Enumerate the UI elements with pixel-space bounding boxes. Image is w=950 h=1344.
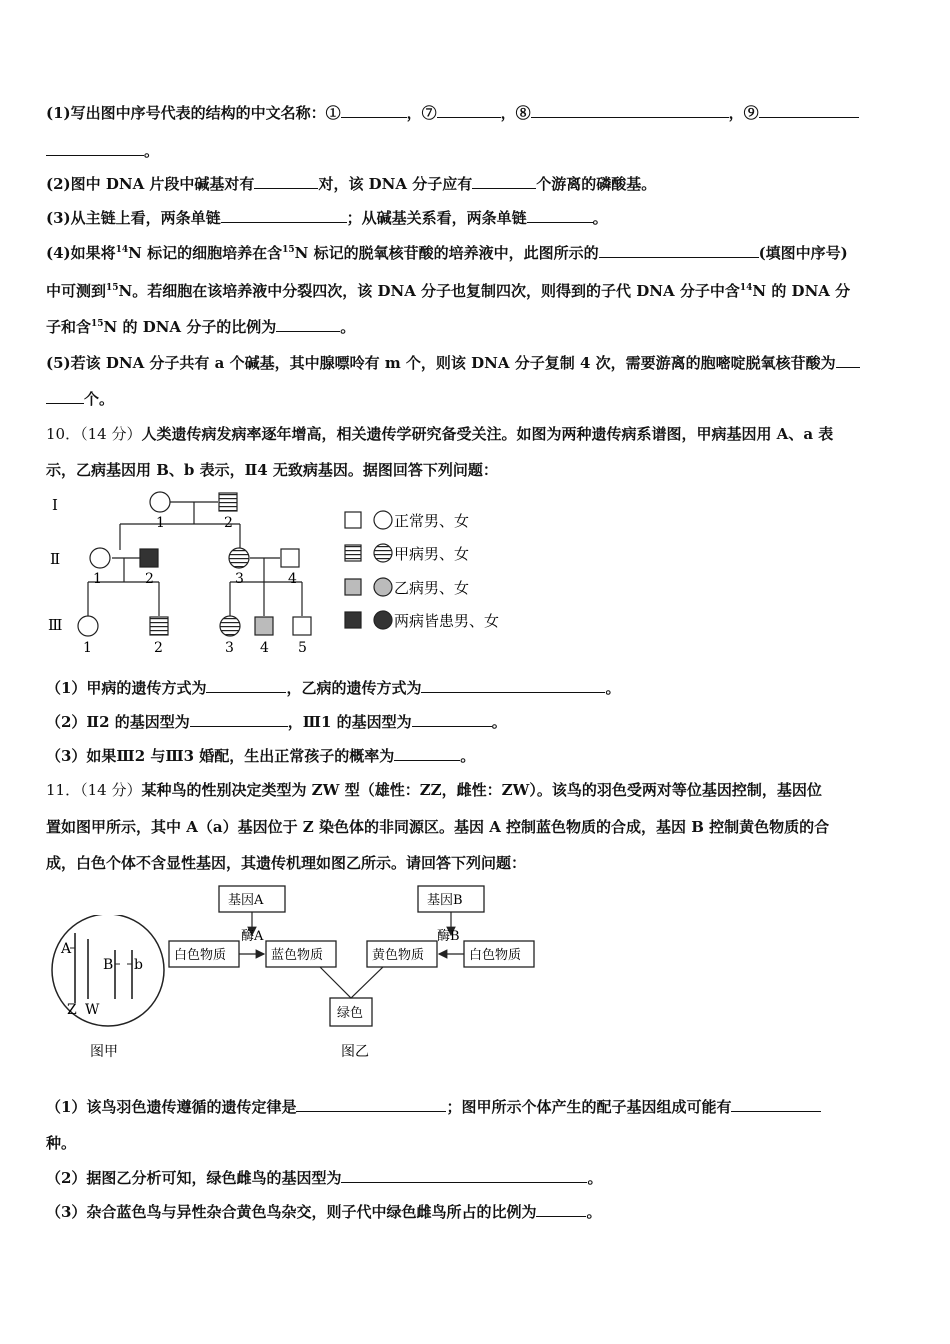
legend-yi: 乙病男、女 [394, 579, 470, 597]
answer-blank[interactable] [46, 141, 144, 156]
legend-both: 两病皆患男、女 [394, 612, 500, 630]
label-white-1: 白色物质 [174, 948, 227, 963]
superscript: 14 [115, 245, 129, 255]
num-II4: 4 [288, 571, 297, 587]
q9-p4-text-f: N。若细胞在该培养液中分裂四次，该 DNA 分子也复制四次，则得到的子代 DNA 分子中含 [118, 282, 740, 300]
q9-line-1 [46, 103, 859, 123]
q10-s1-a: （1）甲病的遗传方式为 [46, 679, 207, 697]
answer-blank[interactable] [341, 1168, 587, 1183]
superscript: 15 [91, 319, 104, 329]
q10-s1-c: 。 [605, 679, 621, 697]
q9-p4-text-e: 中可测到 [46, 282, 107, 300]
num-II2: 2 [145, 571, 154, 587]
label-W: W [85, 1002, 100, 1018]
num-III2: 2 [154, 640, 163, 656]
num-III1: 1 [83, 640, 92, 656]
num-III4: 4 [260, 640, 269, 656]
q10-stem-1: 人类遗传病发病率逐年增高，相关遗传学研究备受关注。如图为两种遗传病系谱图，甲病基因用 A、a 表 [141, 425, 834, 443]
answer-blank[interactable] [190, 712, 288, 727]
q9-p2-text-b: 对，该 DNA 分子应有 [318, 175, 473, 193]
q10-stem-line-2 [46, 460, 498, 480]
answer-blank[interactable] [394, 746, 460, 761]
pedigree-figure [40, 490, 530, 660]
q9-line-3 [46, 174, 656, 194]
q10-stem-2: 示，乙病基因用 B、b 表示，Ⅱ4 无致病基因。据图回答下列问题： [46, 461, 498, 479]
q9-p4-text-j: 。 [340, 318, 356, 336]
pedigree-II2 [140, 549, 158, 567]
q10-sub-3 [46, 746, 475, 766]
q9-p3-text-c: 。 [592, 209, 608, 227]
q11-stem-line-3 [46, 853, 526, 873]
v-to-green [320, 967, 383, 998]
answer-blank[interactable] [276, 317, 340, 332]
label-Z: Z [67, 1002, 77, 1018]
q10-s1-b: ，乙病的遗传方式为 [286, 679, 422, 697]
answer-blank[interactable] [421, 678, 605, 693]
superscript: 14 [739, 283, 753, 293]
q9-line-4 [46, 208, 608, 228]
answer-blank[interactable] [341, 103, 407, 118]
q11-s2-a: （2）据图乙分析可知，绿色雌鸟的基因型为 [46, 1169, 342, 1187]
answer-blank[interactable] [221, 208, 347, 223]
q9-p3-text-b: ；从碱基关系看，两条单链 [346, 209, 527, 227]
q11-sub-2 [46, 1168, 602, 1188]
pedigree-II4 [281, 549, 299, 567]
pedigree-I1 [150, 492, 170, 512]
caption-jia: 图甲 [90, 1044, 118, 1060]
q9-line-5 [46, 243, 848, 263]
q9-p1-end: 。 [144, 142, 160, 160]
q11-s1-c: 种。 [46, 1134, 77, 1152]
answer-blank[interactable] [437, 103, 501, 118]
q9-p4-text-d: (填图中序号) [758, 244, 848, 262]
q10-s2-b: ，Ⅲ1 的基因型为 [287, 713, 412, 731]
gen-label-III: Ⅲ [48, 616, 63, 634]
label-gene-A-box: 基因A [228, 893, 264, 908]
q11-stem-2: 置如图甲所示，其中 A（a）基因位于 Z 染色体的非同源区。基因 A 控制蓝色物质的合成，基因 B 控制黄色物质的合 [46, 818, 830, 836]
answer-blank[interactable] [599, 243, 759, 258]
label-yellow: 黄色物质 [372, 948, 425, 963]
figure-yi [165, 880, 545, 1065]
label-enzyme-A: 酶A [241, 929, 264, 944]
q9-p4-text-b: N 标记的细胞培养在含 [128, 244, 283, 262]
num-III3: 3 [225, 640, 234, 656]
label-enzyme-B: 酶B [437, 929, 460, 944]
q9-line-2 [46, 141, 159, 161]
gen-label-II: Ⅱ [50, 550, 61, 568]
num-II3: 3 [235, 571, 244, 587]
q11-stem-3: 成，白色个体不含显性基因，其遗传机理如图乙所示。请回答下列问题： [46, 854, 527, 872]
q9-line-9 [46, 389, 114, 409]
label-gene-A: A [61, 941, 72, 957]
q10-stem-line-1 [46, 424, 833, 444]
q9-p1-text-b: ，⑦ [406, 104, 437, 122]
q9-p2-text-a: (2)图中 DNA 片段中碱基对有 [46, 175, 255, 193]
answer-blank[interactable] [254, 174, 318, 189]
q10-s3-b: 。 [460, 747, 476, 765]
q11-stem-line-2 [46, 817, 829, 837]
answer-blank[interactable] [527, 208, 593, 223]
q9-p4-text-g: N 的 DNA 分 [752, 282, 851, 300]
q11-sub-1-cont [46, 1133, 76, 1153]
q10-sub-2 [46, 712, 507, 732]
pedigree-III1 [78, 616, 98, 636]
q9-p1-text-d: ，⑨ [728, 104, 759, 122]
q9-p5-text-a: (5)若该 DNA 分子共有 a 个碱基，其中腺嘌呤有 m 个，则该 DNA 分子复制 4 次，需要游离的胞嘧啶脱氧核苷酸为 [46, 354, 836, 372]
q11-sub-1 [46, 1097, 821, 1117]
q11-stem-1: 某种鸟的性别决定类型为 ZW 型（雄性：ZZ，雌性：ZW）。该鸟的羽色受两对等位基因控制，基因位 [141, 781, 822, 799]
q9-p1-text-a: (1)写出图中序号代表的结构的中文名称：① [46, 104, 341, 122]
num-I2: 2 [224, 515, 233, 531]
gen-label-I: Ⅰ [52, 496, 58, 514]
answer-blank[interactable] [731, 1097, 821, 1112]
q11-s3-b: 。 [586, 1203, 602, 1221]
caption-yi: 图乙 [341, 1044, 369, 1060]
question-number: 11．（14 分） [46, 781, 142, 799]
q9-line-7 [46, 317, 355, 337]
superscript: 15 [106, 283, 119, 293]
label-blue: 蓝色物质 [271, 948, 324, 963]
q9-p2-text-c: 个游离的磷酸基。 [536, 175, 657, 193]
answer-blank[interactable] [472, 174, 536, 189]
answer-blank[interactable] [836, 353, 860, 368]
q9-p4-text-h: 子和含 [46, 318, 92, 336]
legend-normal: 正常男、女 [394, 512, 470, 530]
q9-p4-text-i: N 的 DNA 分子的比例为 [103, 318, 277, 336]
answer-blank[interactable] [46, 389, 84, 404]
q9-p5-text-b: 个。 [84, 390, 115, 408]
q11-sub-3 [46, 1202, 601, 1222]
q11-s1-b: ；图甲所示个体产生的配子基因组成可能有 [446, 1098, 732, 1116]
label-gene-B-box: 基因B [427, 893, 463, 908]
pedigree-III3 [220, 616, 240, 636]
label-green: 绿色 [337, 1006, 364, 1021]
pedigree-III5 [293, 617, 311, 635]
answer-blank[interactable] [296, 1097, 446, 1112]
question-number: 10．（14 分） [46, 425, 142, 443]
q11-s1-a: （1）该鸟羽色遗传遵循的遗传定律是 [46, 1098, 297, 1116]
num-III5: 5 [298, 640, 307, 656]
q9-p4-text-a: (4)如果将 [46, 244, 116, 262]
answer-blank[interactable] [759, 103, 859, 118]
answer-blank[interactable] [531, 103, 729, 118]
q10-s2-c: 。 [491, 713, 507, 731]
label-white-2: 白色物质 [469, 948, 522, 963]
pedigree-II3 [229, 548, 249, 568]
pedigree-III2 [150, 617, 168, 635]
num-II1: 1 [93, 571, 102, 587]
pedigree-I2 [219, 493, 237, 511]
pedigree-legend [345, 511, 499, 630]
superscript: 15 [282, 245, 295, 255]
q9-p3-text-a: (3)从主链上看，两条单链 [46, 209, 221, 227]
label-gene-B: B [103, 957, 114, 973]
q10-s2-a: （2）Ⅱ2 的基因型为 [46, 713, 190, 731]
num-I1: 1 [156, 515, 165, 531]
label-gene-b: b [134, 957, 143, 973]
pedigree-III4 [255, 617, 273, 635]
q11-s3-a: （3）杂合蓝色鸟与异性杂合黄色鸟杂交，则子代中绿色雌鸟所占的比例为 [46, 1203, 537, 1221]
pedigree-II1 [90, 548, 110, 568]
q9-line-6 [46, 281, 850, 301]
q9-p1-text-c: ，⑧ [500, 104, 531, 122]
answer-blank[interactable] [536, 1202, 586, 1217]
q9-line-8 [46, 353, 860, 373]
q11-s2-b: 。 [587, 1169, 603, 1187]
q10-sub-1 [46, 678, 620, 698]
answer-blank[interactable] [206, 678, 286, 693]
answer-blank[interactable] [412, 712, 492, 727]
q10-s3-a: （3）如果Ⅲ2 与Ⅲ3 婚配，生出正常孩子的概率为 [46, 747, 395, 765]
legend-jia: 甲病男、女 [394, 545, 470, 563]
q9-p4-text-c: N 标记的脱氧核苷酸的培养液中，此图所示的 [294, 244, 599, 262]
q11-stem-line-1 [46, 780, 822, 800]
